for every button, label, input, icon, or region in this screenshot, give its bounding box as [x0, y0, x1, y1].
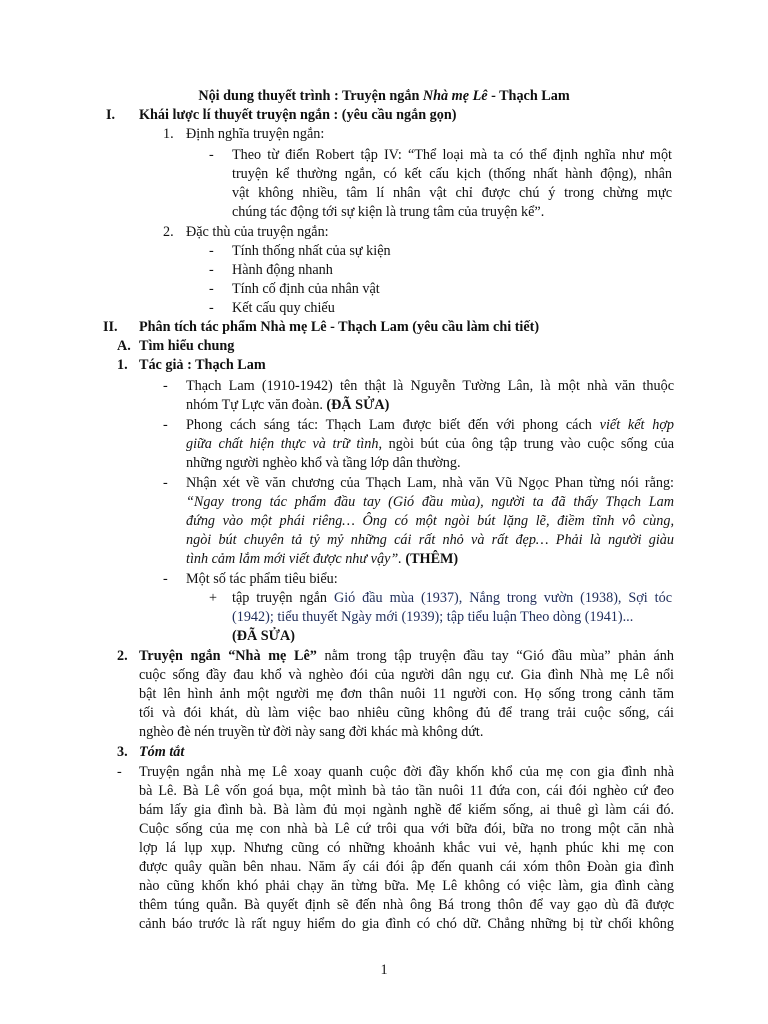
bullet-plus: + [209, 590, 218, 606]
paragraph-line: bật lên hình ảnh một người mẹ đơn thân nuôi 11 người con. Họ sống trong cảnh tăm [139, 686, 674, 702]
summary-line: Truyện ngắn nhà mẹ Lê xoay quanh cuộc đời đầy khốn khổ của mẹ con gia đình nhà [139, 764, 674, 780]
paragraph-line: Một số tác phẩm tiêu biểu: [186, 571, 338, 587]
title-text: Nội dung thuyết trình : Truyện ngắn [198, 88, 423, 104]
quote-line: đứng vào một phái riêng… Ông có một ngòi bút lặng lẽ, điềm tĩnh vô cùng, [186, 513, 674, 529]
subsection-3-number: 3. [117, 744, 128, 760]
title-work-name: Nhà mẹ Lê [422, 88, 488, 104]
list-item: Tính cố định của nhân vật [232, 281, 380, 297]
summary-line: bà Lê. Bà Lê vốn goá bụa, một mình bà tảo tần nuôi 11 đứa con, cái đói nghèo cứ đeo [139, 783, 674, 799]
paragraph-text: , ngòi bút của ông tập trung vào cuộc sống của [378, 436, 674, 452]
item-2-heading: Đặc thù của truyện ngắn: [186, 224, 329, 240]
bullet-dash: - [163, 571, 168, 587]
quote-line: ngòi bút chuyên tả tỷ mỷ những cái rất nhỏ và rất đẹp… Phải là người giàu [186, 532, 674, 548]
paragraph-line: những người nghèo khổ và tầng lớp dân thường. [186, 455, 461, 471]
works-line: (1942); tiểu thuyết Ngày mới (1939); tập tiểu luận Theo dòng (1941)... [232, 609, 634, 625]
bullet-dash: - [209, 262, 214, 278]
paragraph-text: nằm trong tập truyện đầu tay “Gió đầu mùa” phản ánh [316, 648, 674, 664]
works-line [232, 589, 672, 607]
bullet-dash: - [209, 147, 214, 163]
list-item: Kết cấu quy chiếu [232, 300, 335, 316]
section-2-number: II. [103, 319, 118, 335]
bullet-dash: - [163, 417, 168, 433]
summary-line: thêm túng quẫn. Bà quyết định sẽ đến nhà ông Bá trong thôn để vay gạo dù đã được [139, 897, 674, 913]
section-2-heading: Phân tích tác phẩm Nhà mẹ Lê - Thạch Lam (yêu cầu làm chi tiết) [139, 319, 540, 335]
emphasis-text: viết kết hợp [599, 417, 674, 433]
paragraph-text: Phong cách sáng tác: Thạch Lam được biết đến với phong cách [186, 417, 600, 433]
page-number: 1 [380, 962, 388, 978]
bullet-dash: - [117, 764, 122, 780]
summary-line: nào cũng khốn khó phải chạy ăn từng bữa. Mẹ Lê không có việc làm, gia đình càng [139, 878, 674, 894]
quote-line: “Ngay trong tác phẩm đầu tay (Gió đầu mùa), người ta đã thấy Thạch Lam [186, 494, 674, 510]
quote-text: tình cảm lắm mới viết được như vậy”. [186, 551, 402, 567]
bullet-dash: - [163, 378, 168, 394]
paragraph-line: tối và đói khát, dù làm việc bao nhiêu cũng không đủ để trang trải cuộc sống, cái [139, 705, 674, 721]
item-1-heading: Định nghĩa truyện ngắn: [186, 126, 325, 142]
item-2-number: 2. [163, 224, 174, 240]
subsection-a-heading: Tìm hiểu chung [139, 338, 235, 354]
bullet-dash: - [163, 475, 168, 491]
section-1-number: I. [106, 107, 116, 123]
list-item: Tính thống nhất của sự kiện [232, 243, 391, 259]
summary-line: Cuộc sống của mẹ con nhà bà Lê cứ trôi qua với bữa đói, bữa no trong một căn nhà [139, 821, 674, 837]
subsection-1-heading: Tác giả : Thạch Lam [139, 357, 266, 373]
paragraph-line [186, 416, 674, 434]
paragraph-line [186, 396, 389, 414]
definition-line: chúng tác động tới sự kiện là trung tâm của truyện kể”. [232, 204, 545, 220]
bullet-dash: - [209, 300, 214, 316]
list-item: Hành động nhanh [232, 262, 333, 278]
paragraph-text: nhóm Tự Lực văn đoàn. [186, 397, 327, 413]
document-title [0, 87, 768, 105]
bullet-dash: - [209, 243, 214, 259]
edited-tag: (ĐÃ SỬA) [232, 628, 295, 644]
item-1-number: 1. [163, 126, 174, 142]
story-title: Truyện ngắn “Nhà mẹ Lê” [139, 648, 317, 664]
subsection-2-number: 2. [117, 648, 128, 664]
summary-line: cảnh báo trước là rất nguy hiểm do gia đình có chó dữ. Chẳng những bị từ chối không [139, 916, 674, 932]
paragraph-line: nghèo đè nén truyền từ đời này sang đời khác mà không dứt. [139, 724, 484, 740]
edited-tag: (ĐÃ SỬA) [326, 397, 390, 413]
paragraph-line [139, 647, 674, 665]
paragraph-line [186, 435, 674, 453]
summary-line: bám lấy gia đình bà. Bà làm đủ mọi ngành nghề để kiếm sống, ai thuê gì làm cái đó. [139, 802, 674, 818]
subsection-1-number: 1. [117, 357, 128, 373]
paragraph-line: Nhận xét về văn chương của Thạch Lam, nhà văn Vũ Ngọc Phan từng nói rằng: [186, 475, 674, 491]
paragraph-line: Thạch Lam (1910-1942) tên thật là Nguyễn Tường Lân, là một nhà văn thuộc [186, 378, 674, 394]
summary-line: được quây quần bên nhau. Năm ấy cái đói ập đến quanh cái xóm thôn Đoàn gia đình [139, 859, 674, 875]
subsection-a-number: A. [117, 338, 131, 354]
subsection-3-heading: Tóm tắt [139, 744, 185, 760]
definition-line: vật không nhiều, tâm lí nhân vật chỉ được chú ý trong chừng mực [232, 185, 672, 201]
bullet-dash: - [209, 281, 214, 297]
section-1-heading: Khái lược lí thuyết truyện ngắn : (yêu cầu ngắn gọn) [139, 107, 457, 123]
works-titles: Gió đầu mùa (1937), Nắng trong vườn (1938), Sợi tóc [333, 590, 672, 606]
works-text: tập truyện ngắn [232, 590, 334, 606]
summary-line: lợp lá lụp xụp. Nhưng cũng có những khoảnh khắc vui vẻ, hạnh phúc khi mẹ con [139, 840, 674, 856]
added-tag: (THÊM) [401, 551, 459, 567]
definition-line: Theo từ điển Robert tập IV: “Thể loại mà ta có thể định nghĩa như một [232, 147, 672, 163]
quote-line [186, 550, 458, 568]
paragraph-line: cuộc sống đầy đau khổ và nghèo đói của người dân ngụ cư. Gia đình Nhà mẹ Lê nổi [139, 667, 674, 683]
emphasis-text: giữa chất hiện thực và trữ tình [186, 436, 379, 452]
title-author: - Thạch Lam [487, 88, 570, 104]
definition-line: truyện kể thường ngắn, có kết cấu kịch (thống nhất hành động), nhân [232, 166, 672, 182]
